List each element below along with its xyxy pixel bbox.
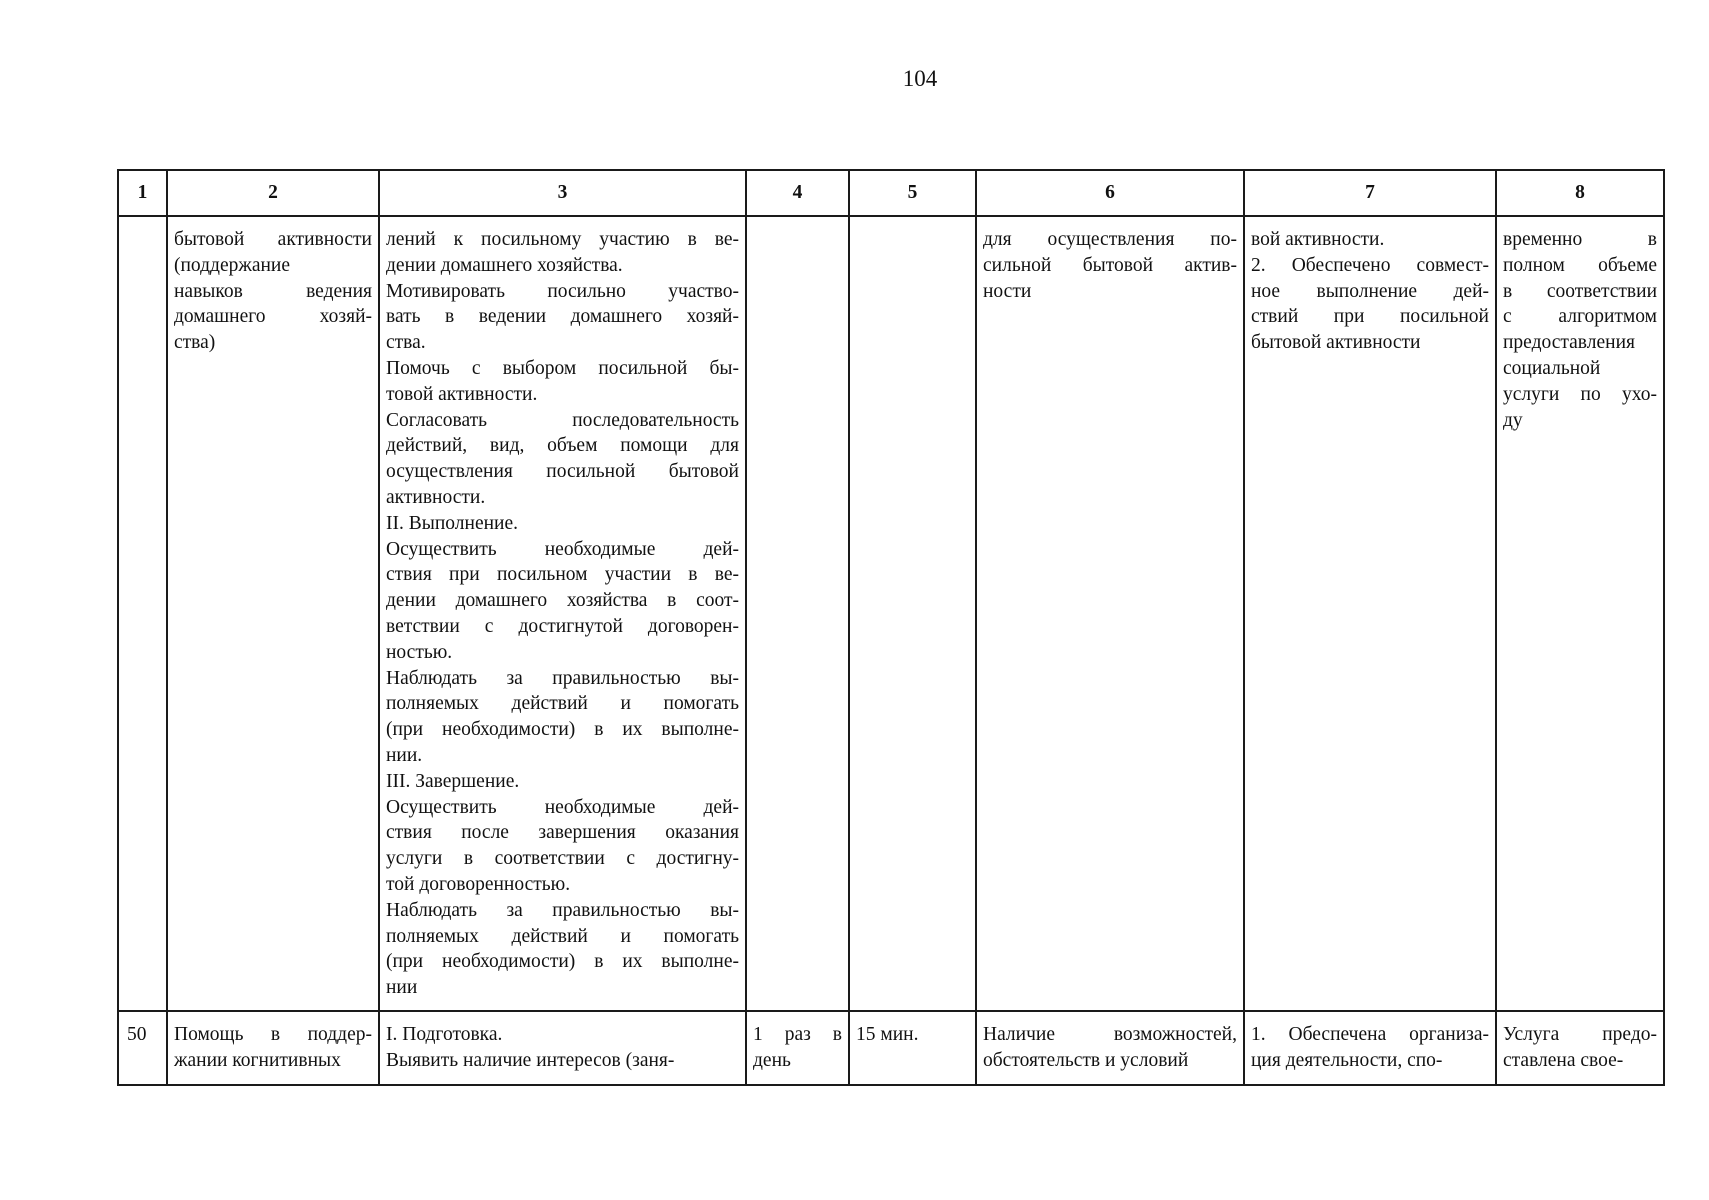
cell-text-line: ства.: [386, 332, 426, 354]
cell-text-line: услуги в соответствии с достигну-: [386, 848, 739, 870]
cell-text-line: II. Выполнение.: [386, 512, 518, 534]
cell-text-line: (при необходимости) в их выполне-: [386, 719, 739, 741]
cell-text-line: 1 раз в: [753, 1024, 842, 1045]
cell-text-line: вать в ведении домашнего хозяй-: [386, 306, 739, 328]
cell-text-line: для осуществления по-: [983, 229, 1237, 250]
cell-text-line: III. Завершение.: [386, 770, 520, 792]
cell-text-line: полняемых действий и помогать: [386, 693, 739, 715]
cell-text-line: ставлена свое-: [1503, 1049, 1624, 1071]
cell-text-line: бытовой активности: [1251, 332, 1421, 354]
cell-text-line: социальной: [1503, 357, 1601, 379]
cell-text-line: 1. Обеспечена организа-: [1251, 1024, 1489, 1045]
conditions-cell: [976, 1011, 1244, 1085]
frequency-cell: [746, 216, 849, 1011]
cell-text-line: домашнего хозяй-: [174, 306, 372, 328]
quality-cell: [1496, 216, 1664, 1011]
cell-text-line: Осуществить необходимые дей-: [386, 796, 739, 818]
cell-text-line: (поддержание: [174, 254, 291, 276]
cell-text-line: бытовой активности: [174, 229, 372, 250]
cell-text-line: нии.: [386, 744, 423, 766]
cell-text-line: той договоренностью.: [386, 873, 571, 895]
frequency-cell: [746, 1011, 849, 1085]
cell-text-line: I. Подготовка.: [386, 1024, 503, 1045]
cell-text-line: 15 мин.: [856, 1024, 919, 1045]
cell-text-line: вой активности.: [1251, 229, 1385, 250]
cell-text-line: ства): [174, 332, 216, 354]
cell-text-line: с алгоритмом: [1503, 306, 1657, 328]
results-cell: [1244, 1011, 1496, 1085]
cell-text-line: временно в: [1503, 229, 1657, 250]
cell-text-line: Согласовать последовательность: [386, 409, 739, 431]
cell-text-line: сильной бытовой актив-: [983, 254, 1237, 276]
column-number-cell: 3: [379, 170, 746, 216]
cell-text-line: полном объеме: [1503, 254, 1657, 276]
cell-text-line: активности.: [386, 486, 486, 508]
cell-text-line: Осуществить необходимые дей-: [386, 538, 739, 560]
cell-text-line: дении домашнего хозяйства.: [386, 254, 623, 276]
services-table: [117, 169, 1665, 1086]
cell-text-line: предоставления: [1503, 332, 1635, 354]
cell-text-line: Мотивировать посильно участво-: [386, 280, 739, 302]
table-row-50: [118, 1011, 1664, 1085]
duration-cell: [849, 216, 976, 1011]
cell-text-line: осуществления посильной бытовой: [386, 461, 739, 483]
cell-text-line: Выявить наличие интересов (заня-: [386, 1049, 675, 1071]
results-cell: [1244, 216, 1496, 1011]
cell-text-line: Наблюдать за правильностью вы-: [386, 899, 739, 921]
conditions-cell: [976, 216, 1244, 1011]
cell-text-line: в соответствии: [1503, 280, 1657, 302]
column-number-cell: 7: [1244, 170, 1496, 216]
cell-text-line: (при необходимости) в их выполне-: [386, 951, 739, 973]
cell-text-line: нии: [386, 977, 418, 999]
service-name-cell: [167, 216, 379, 1011]
service-procedure-cell: [379, 216, 746, 1011]
row-number-cell: [118, 216, 167, 1011]
column-number-cell: 8: [1496, 170, 1664, 216]
column-number-cell: 1: [118, 170, 167, 216]
cell-text-line: навыков ведения: [174, 280, 372, 302]
column-number-row: [118, 170, 1664, 216]
duration-cell: [849, 1011, 976, 1085]
cell-text-line: Помощь в поддер-: [174, 1024, 372, 1045]
cell-text-line: ствий при посильной: [1251, 306, 1489, 328]
cell-text-line: действий, вид, объем помощи для: [386, 435, 739, 457]
cell-text-line: ствия при посильном участии в ве-: [386, 564, 739, 586]
service-procedure-cell: [379, 1011, 746, 1085]
column-number-cell: 5: [849, 170, 976, 216]
quality-cell: [1496, 1011, 1664, 1085]
cell-text-line: Наличие возможностей,: [983, 1024, 1237, 1045]
cell-text-line: ностью.: [386, 641, 453, 663]
cell-text-line: Наблюдать за правильностью вы-: [386, 667, 739, 689]
cell-text-line: услуги по ухо-: [1503, 383, 1657, 405]
cell-text-line: лений к посильному участию в ве-: [386, 229, 739, 250]
cell-text-line: Помочь с выбором посильной бы-: [386, 357, 739, 379]
cell-text-line: день: [753, 1049, 791, 1071]
cell-text-line: Услуга предо-: [1503, 1024, 1657, 1045]
row-number-cell: 50: [118, 1011, 167, 1085]
cell-text-line: товой активности.: [386, 383, 538, 405]
cell-text-line: обстоятельств и условий: [983, 1049, 1189, 1071]
cell-text-line: жании когнитивных: [174, 1049, 341, 1071]
cell-text-line: ствия после завершения оказания: [386, 822, 739, 844]
column-number-cell: 4: [746, 170, 849, 216]
cell-text-line: ветствии с достигнутой договорен-: [386, 615, 739, 637]
cell-text-line: ду: [1503, 409, 1523, 431]
table-row-continuation: [118, 216, 1664, 1011]
cell-text-line: ное выполнение дей-: [1251, 280, 1489, 302]
cell-text-line: ности: [983, 280, 1032, 302]
page-number: 104: [902, 66, 938, 91]
service-name-cell: [167, 1011, 379, 1085]
cell-text-line: полняемых действий и помогать: [386, 925, 739, 947]
column-number-cell: 6: [976, 170, 1244, 216]
cell-text-line: дении домашнего хозяйства в соот-: [386, 590, 739, 612]
cell-text-line: 2. Обеспечено совмест-: [1251, 254, 1489, 276]
column-number-cell: 2: [167, 170, 379, 216]
cell-text-line: ция деятельности, спо-: [1251, 1049, 1443, 1071]
